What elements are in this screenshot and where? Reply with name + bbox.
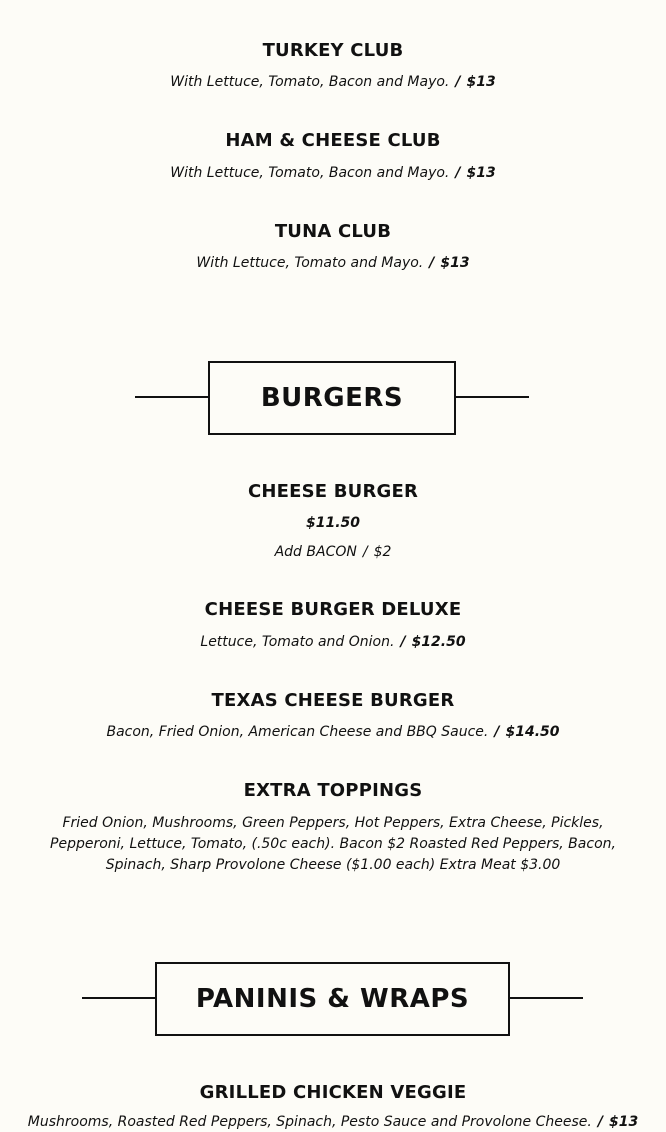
divider-right [510,997,583,999]
menu-item-turkey-club [0,40,666,92]
item-desc-text: Mushrooms, Roasted Red Peppers, Spinach, Pesto Sauce and Provolone Cheese. [27,1114,592,1130]
item-price: $13 [608,1114,639,1130]
menu-item-grilled-chicken-veggie [0,1082,666,1104]
price-separator: / [455,74,461,90]
item-desc-text: With Lettuce, Tomato and Mayo. [196,255,424,271]
price-separator: / [494,724,500,740]
addon-price: $2 [373,544,392,560]
section-header-paninis-wraps [0,962,666,1036]
item-name: EXTRA TOPPINGS [243,780,423,801]
item-price: $14.50 [505,724,560,740]
item-name: TUNA CLUB [274,221,392,242]
menu-item-cheese-burger [0,481,666,562]
price-separator: / [455,165,461,181]
item-desc-text: Lettuce, Tomato and Onion. [200,634,395,650]
section-title-box [208,361,456,435]
menu-item-texas-cheese-burger [0,690,666,742]
section-title-box [155,962,510,1036]
price-separator: / [597,1114,603,1130]
item-name: GRILLED CHICKEN VEGGIE [199,1082,467,1103]
item-price: $13 [466,165,496,181]
item-desc-text: With Lettuce, Tomato, Bacon and Mayo. [170,74,450,90]
menu-item-ham-cheese-club [0,130,666,183]
item-price: $13 [440,255,470,271]
item-price: $13 [466,74,496,90]
item-price: $12.50 [411,634,466,650]
menu-item-extra-toppings [0,780,666,876]
item-description [0,632,666,652]
divider-right [456,396,529,398]
price-separator: / [362,544,368,560]
menu-item-tuna-club [0,221,666,273]
price-separator: / [429,255,435,271]
item-name: CHEESE BURGER DELUXE [204,599,462,620]
price-separator: / [400,634,406,650]
item-name: CHEESE BURGER [247,481,419,502]
item-desc-text: With Lettuce, Tomato, Bacon and Mayo. [170,165,450,181]
addon-label: Add BACON [274,544,357,560]
item-name: TURKEY CLUB [262,40,404,61]
item-price: $11.50 [305,515,361,531]
item-desc-text: Bacon, Fried Onion, American Cheese and BBQ Sauce. [106,724,489,740]
section-title: BURGERS [260,383,404,413]
divider-left [82,997,156,999]
section-title: PANINIS & WRAPS [195,984,470,1014]
item-description [0,1112,666,1132]
section-header-burgers [0,361,666,435]
item-name: HAM & CHEESE CLUB [225,130,441,151]
item-description: Fried Onion, Mushrooms, Green Peppers, Hot Peppers, Extra Cheese, Pickles, Pepperoni, Lettuce, Tomato, (.50c each). Bacon $2 Roasted Red Peppers, Bacon, Spinach, Sharp Provolone Cheese ($1.00 each) Extra Meat $3.00 [50,815,616,873]
item-name: TEXAS CHEESE BURGER [211,690,455,711]
divider-left [135,396,209,398]
menu-item-cheese-burger-deluxe [0,599,666,652]
item-addon [0,542,666,562]
item-description [0,72,666,92]
item-description [0,722,666,742]
item-description [0,253,666,273]
item-description [0,163,666,183]
